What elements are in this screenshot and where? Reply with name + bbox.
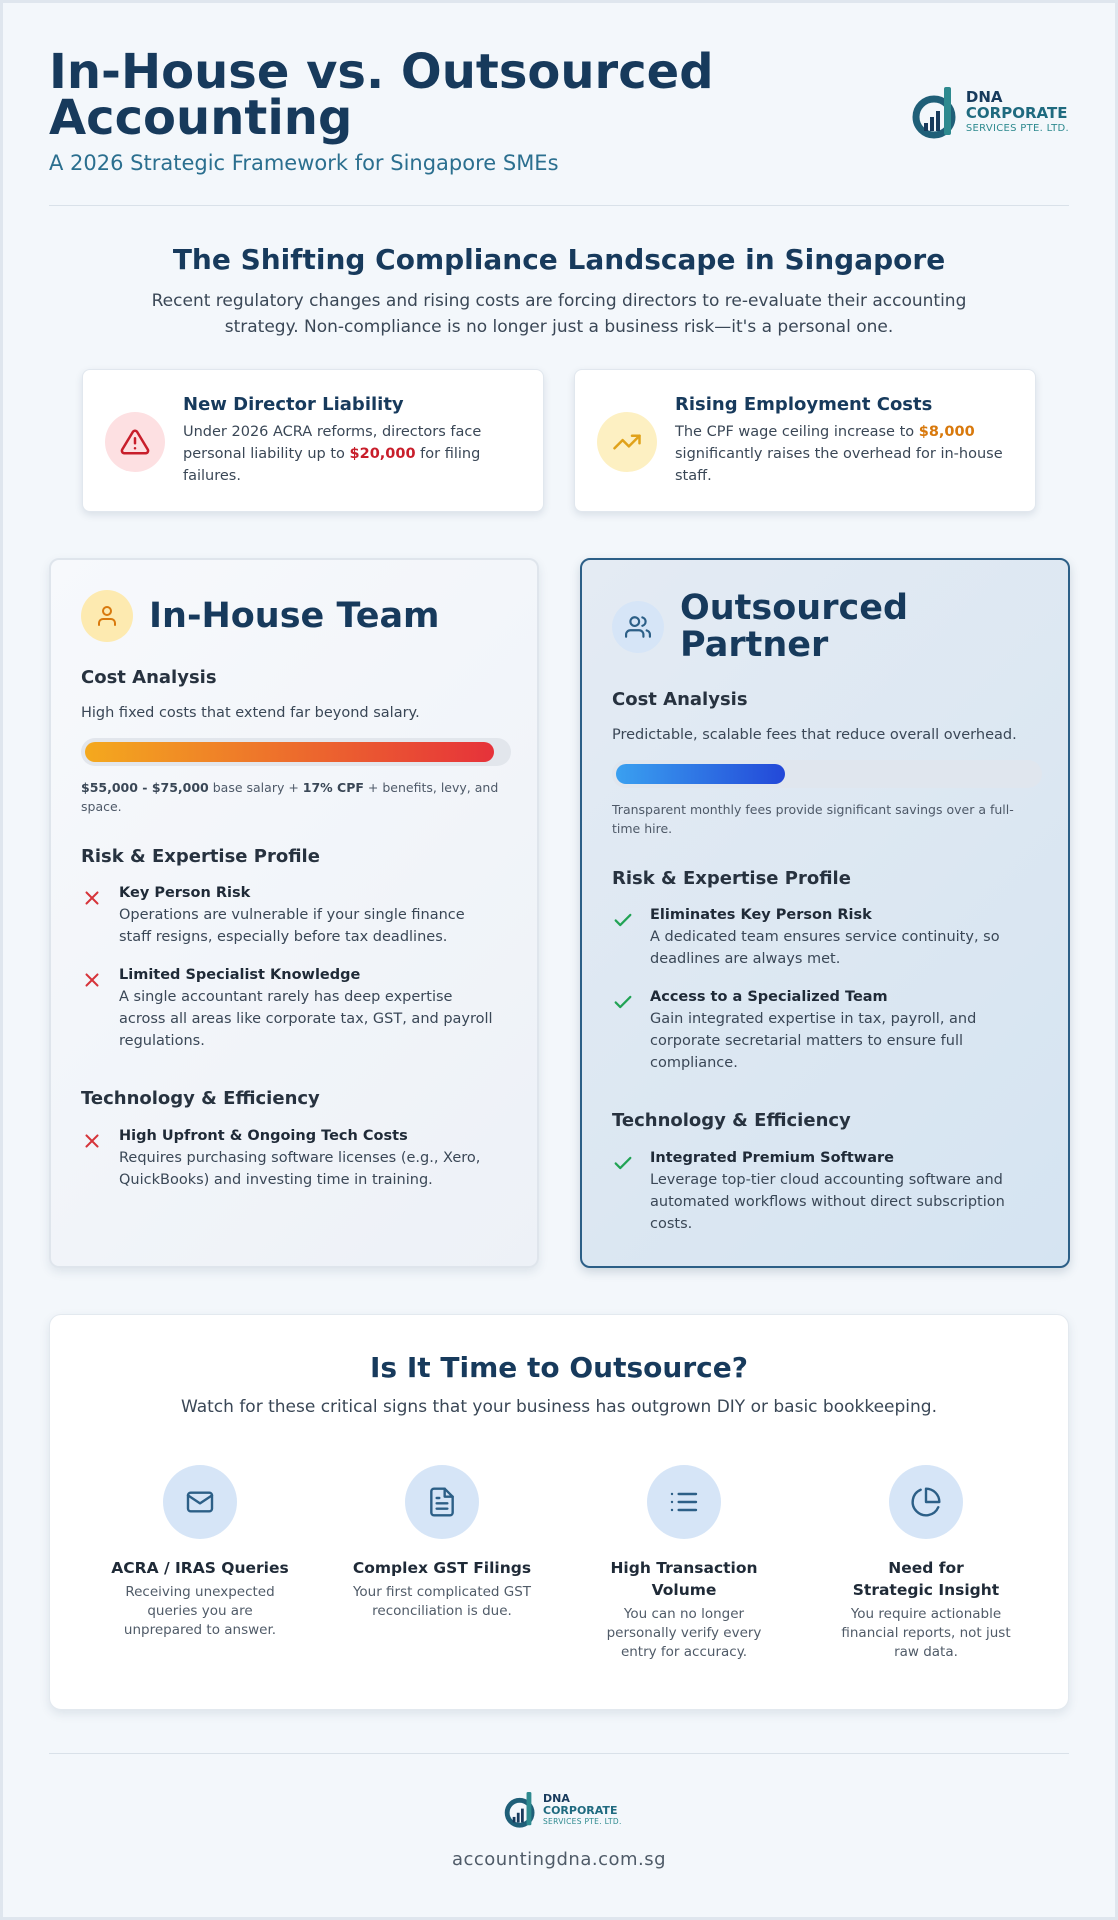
risk-item (612, 907, 1032, 970)
cost-note-cpf: 17% CPF (302, 780, 364, 795)
trending-up-icon (597, 412, 657, 472)
alert-text (675, 421, 1015, 487)
pie-chart-icon (889, 1465, 963, 1539)
risk-heading: Risk & Expertise Profile (612, 868, 851, 889)
check-icon (612, 991, 634, 1013)
users-icon (612, 601, 664, 653)
sign-item (826, 1465, 1026, 1662)
header-divider (49, 205, 1069, 206)
tech-item-text: Leverage top-tier cloud accounting software and automated workflows without direct subscription costs. (650, 1172, 1005, 1232)
logo-line-2: CORPORATE (965, 104, 1068, 122)
alert-text-part: for filing failures. (183, 446, 481, 484)
sign-item (342, 1465, 542, 1621)
card-title: In-House Team (149, 595, 440, 636)
tech-item-text: Requires purchasing software licenses (e.g., Xero, QuickBooks) and investing time in training. (119, 1150, 481, 1188)
cost-note-part: + benefits, levy, and space. (81, 780, 499, 814)
alert-text-part: Under 2026 ACRA reforms, directors face personal liability up to (183, 424, 482, 462)
infographic-page (3, 3, 1115, 1917)
logo-mark-icon (910, 83, 962, 143)
mail-icon (163, 1465, 237, 1539)
section-subtitle: Watch for these critical signs that your business has outgrown DIY or basic bookkeeping. (180, 1397, 937, 1417)
sign-text: Receiving unexpected queries you are unprepared to answer. (123, 1584, 277, 1638)
page-subtitle: A 2026 Strategic Framework for Singapore SMEs (49, 151, 559, 175)
logo-text (966, 89, 1069, 137)
sign-text: You require actionable financial reports, not just raw data. (841, 1606, 1011, 1660)
logo-line-1: DNA (965, 88, 1003, 106)
risk-item-title: Limited Specialist Knowledge (119, 967, 361, 983)
logo-line-3: SERVICES PTE. LTD. (543, 1817, 622, 1826)
card-header (81, 590, 440, 642)
tech-item-title: Integrated Premium Software (650, 1150, 894, 1166)
logo-line-1: DNA (543, 1792, 570, 1805)
risk-item-text: Gain integrated expertise in tax, payroll, and corporate secretarial matters to ensure full compliance. (650, 1011, 977, 1071)
section-title: Is It Time to Outsource? (370, 1351, 748, 1384)
check-icon (612, 1152, 634, 1174)
cost-bar-track (612, 760, 1042, 788)
sign-item (100, 1465, 300, 1640)
risk-item-text: A dedicated team ensures service continuity, so deadlines are always met. (650, 929, 1000, 967)
alert-card-employment-costs (574, 369, 1036, 512)
risk-item-title: Eliminates Key Person Risk (650, 907, 872, 923)
cross-icon (81, 969, 103, 991)
tech-item-title: High Upfront & Ongoing Tech Costs (119, 1128, 408, 1144)
sign-title: ACRA / IRAS Queries (111, 1559, 289, 1577)
alert-highlight: $20,000 (349, 446, 416, 462)
risk-item (612, 989, 1032, 1074)
company-logo (910, 83, 1069, 143)
section-title: The Shifting Compliance Landscape in Singapore (172, 243, 946, 276)
cost-analysis-heading: Cost Analysis (612, 689, 748, 710)
alert-highlight: $8,000 (918, 424, 975, 440)
risk-item (81, 967, 501, 1052)
sign-title: High Transaction Volume (610, 1559, 758, 1599)
risk-item-title: Access to a Specialized Team (650, 989, 888, 1005)
logo-mark-icon (503, 1789, 539, 1831)
risk-item (81, 885, 501, 948)
risk-item-text: Operations are vulnerable if your single finance staff resigns, especially before tax deadlines. (119, 907, 465, 945)
list-icon (647, 1465, 721, 1539)
outsource-signs-section (49, 1314, 1069, 1710)
sign-title: Need for Strategic Insight (852, 1559, 1000, 1599)
card-title: Outsourced Partner (680, 588, 908, 665)
cross-icon (81, 887, 103, 909)
cost-note (81, 778, 501, 816)
footer-divider (49, 1753, 1069, 1754)
alert-text-part: significantly raises the overhead for in-house staff. (675, 446, 1003, 484)
sign-text: You can no longer personally verify every entry for accuracy. (606, 1606, 762, 1660)
document-icon (405, 1465, 479, 1539)
cross-icon (81, 1130, 103, 1152)
outsourced-partner-card (580, 558, 1070, 1268)
cost-bar-track (81, 738, 511, 766)
compliance-landscape-section (49, 243, 1069, 340)
alert-text (183, 421, 523, 487)
cost-analysis-heading: Cost Analysis (81, 667, 217, 688)
risk-heading: Risk & Expertise Profile (81, 846, 320, 867)
alert-card-director-liability (82, 369, 544, 512)
risk-item-title: Key Person Risk (119, 885, 251, 901)
cost-note-part: base salary + (208, 780, 303, 795)
cost-bar-fill (616, 764, 785, 784)
tech-item (612, 1150, 1032, 1235)
sign-item (584, 1465, 784, 1662)
user-icon (81, 590, 133, 642)
alert-text-part: The CPF wage ceiling increase to (675, 424, 919, 440)
cost-note: Transparent monthly fees provide significant savings over a full-time hire. (612, 802, 1014, 836)
card-header (612, 590, 960, 664)
page-title: In-House vs. Outsourced Accounting (49, 44, 714, 146)
section-intro: Recent regulatory changes and rising costs are forcing directors to re-evaluate their accounting strategy. Non-compliance is no longer just a business risk—it's a personal one. (151, 291, 967, 337)
logo-line-3: SERVICES PTE. LTD. (965, 123, 1069, 134)
sign-text: Your first complicated GST reconciliation is due. (352, 1584, 532, 1619)
sign-title: Complex GST Filings (352, 1559, 532, 1577)
cost-analysis-text: High fixed costs that extend far beyond salary. (81, 705, 420, 721)
footer-website-link[interactable]: accountingdna.com.sg (451, 1849, 667, 1870)
risk-item-text: A single accountant rarely has deep expertise across all areas like corporate tax, GST, and payroll regulations. (119, 989, 493, 1049)
check-icon (612, 909, 634, 931)
warning-icon (105, 412, 165, 472)
logo-text (543, 1793, 622, 1827)
footer-logo (503, 1789, 622, 1831)
alert-title: Rising Employment Costs (675, 394, 933, 415)
cost-analysis-text: Predictable, scalable fees that reduce overall overhead. (612, 727, 1017, 743)
tech-heading: Technology & Efficiency (612, 1110, 851, 1131)
logo-line-2: CORPORATE (543, 1804, 618, 1817)
cost-note-salary: $55,000 - $75,000 (81, 780, 209, 795)
alert-title: New Director Liability (183, 394, 404, 415)
header (49, 44, 1069, 179)
tech-item (81, 1128, 501, 1191)
cost-bar-fill (85, 742, 494, 762)
tech-heading: Technology & Efficiency (81, 1088, 320, 1109)
in-house-team-card (49, 558, 539, 1268)
